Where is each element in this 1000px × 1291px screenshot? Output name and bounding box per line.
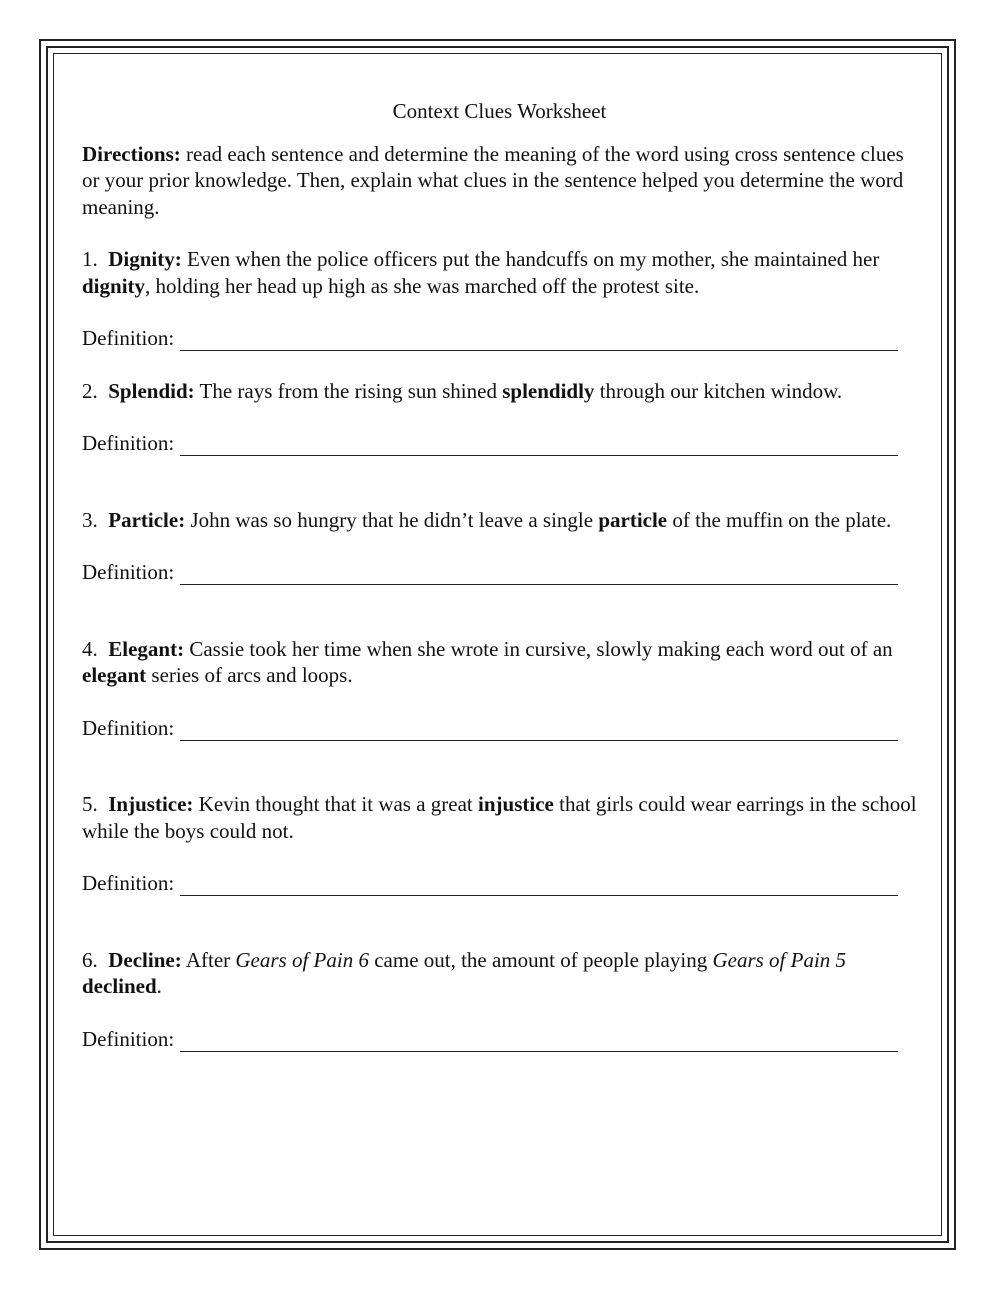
target-word: declined [82,974,157,998]
question-item [82,791,917,897]
vocabulary-term: Splendid: [108,378,195,403]
question-number: 6. [82,947,98,972]
directions-text: read each sentence and determine the meaning of the word using cross sentence clues or your prior knowledge. Then, explain what clues in the sentence helped you determine the word meaning. [82,141,904,219]
definition-label: Definition: [82,560,175,584]
question-item [82,246,917,352]
sentence-text: came out, the amount of people playing [368,947,713,972]
target-word: dignity [82,273,146,298]
definition-label: Definition: [82,715,175,740]
question-item [82,378,917,457]
definition-answer-blank[interactable] [180,330,898,351]
sentence-text: John was so hungry that he didn’t leave a single [185,507,599,532]
definition-row [82,559,917,586]
italic-title: Gears of Pain 6 [235,947,369,972]
question-item [82,507,917,586]
directions-paragraph [82,141,917,221]
target-word: splendidly [502,378,595,403]
vocabulary-term: Injustice: [108,792,194,816]
sentence-text: Cassie took her time when she wrote in cursive, slowly making each word out of an [184,636,893,661]
question-item [82,636,917,742]
italic-title: Gears of Pain 5 [712,947,847,972]
sentence-text: Kevin thought that it was a great [193,792,479,816]
question-item [82,947,917,1053]
definition-label: Definition: [82,871,175,895]
definition-row [82,325,917,352]
sentence-text: The rays from the rising sun shined [194,378,503,403]
definition-label: Definition: [82,326,175,350]
directions-label: Directions: [82,141,181,166]
definition-row [82,1026,917,1053]
sentence-text: After [181,947,236,972]
worksheet-content [82,98,917,1052]
definition-answer-blank[interactable] [180,564,898,585]
sentence-text: of the muffin on the plate. [667,507,892,532]
sentence-text: through our kitchen window. [594,378,843,403]
sentence-text: . [156,974,162,998]
vocabulary-term: Dignity: [108,247,182,271]
target-word: elegant [82,663,147,687]
definition-row [82,870,917,897]
definition-answer-blank[interactable] [180,435,898,456]
target-word: particle [598,507,668,532]
sentence-text: , holding her head up high as she was marched off the protest site. [145,273,700,298]
question-number: 1. [82,247,98,271]
definition-answer-blank[interactable] [180,1031,898,1052]
question-sentence [82,507,917,534]
question-sentence [82,791,917,844]
question-number: 4. [82,636,98,661]
vocabulary-term: Particle: [108,507,186,532]
sentence-text: series of arcs and loops. [146,663,353,687]
sentence-text: that girls could wear earrings in the school while the boys could not. [82,792,917,843]
definition-row [82,715,917,742]
question-number: 2. [82,378,98,403]
question-list [82,246,917,1052]
question-sentence [82,947,917,1000]
definition-label: Definition: [82,1026,175,1051]
question-sentence [82,378,917,405]
definition-row [82,430,917,457]
sentence-text: Even when the police officers put the handcuffs on my mother, she maintained her [181,247,880,271]
vocabulary-term: Elegant: [108,636,185,661]
definition-label: Definition: [82,431,175,455]
question-sentence [82,246,917,299]
definition-answer-blank[interactable] [180,720,898,741]
vocabulary-term: Decline: [108,947,182,972]
question-number: 5. [82,792,98,816]
question-sentence [82,636,917,689]
definition-answer-blank[interactable] [180,875,898,896]
target-word: injustice [478,792,554,816]
question-number: 3. [82,507,98,532]
worksheet-title: Context Clues Worksheet [392,99,607,123]
